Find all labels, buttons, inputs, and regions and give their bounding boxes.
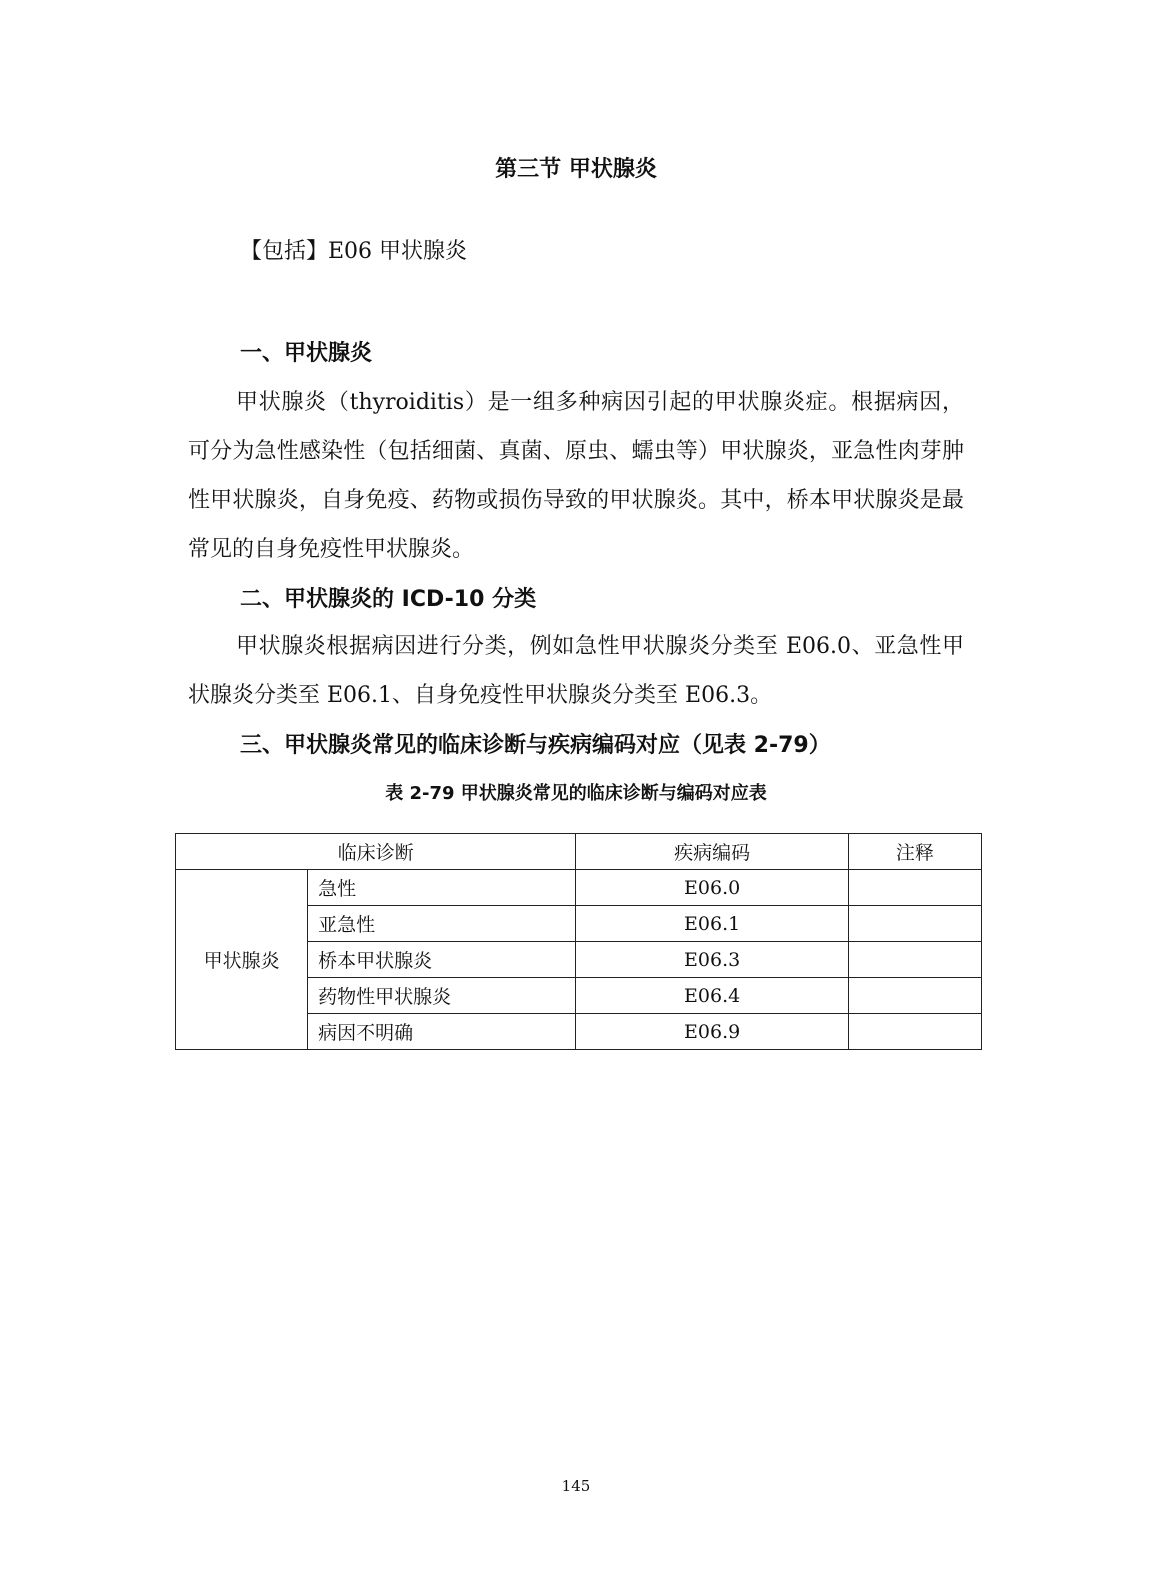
code-cell: E06.4	[576, 978, 848, 1014]
code-cell: E06.3	[576, 942, 848, 978]
heading-diagnosis-code-mapping: 三、甲状腺炎常见的临床诊断与疾病编码对应（见表 2-79）	[240, 733, 831, 758]
section-title: 第三节 甲状腺炎	[495, 157, 657, 182]
note-cell	[848, 978, 981, 1014]
table-header-row	[176, 834, 982, 870]
diagnosis-cell: 药物性甲状腺炎	[308, 978, 576, 1014]
code-cell: E06.9	[576, 1014, 848, 1050]
table-caption: 表 2-79 甲状腺炎常见的临床诊断与编码对应表	[385, 783, 767, 804]
include-line: 【包括】E06 甲状腺炎	[240, 239, 468, 264]
group-label-cell: 甲状腺炎	[176, 870, 308, 1050]
note-cell	[848, 870, 981, 906]
diagnosis-cell: 急性	[308, 870, 576, 906]
note-cell	[848, 1014, 981, 1050]
code-cell: E06.1	[576, 906, 848, 942]
note-cell	[848, 942, 981, 978]
diagnosis-cell: 病因不明确	[308, 1014, 576, 1050]
code-cell: E06.0	[576, 870, 848, 906]
header-notes: 注释	[848, 834, 981, 870]
note-cell	[848, 906, 981, 942]
header-disease-code: 疾病编码	[576, 834, 848, 870]
heading-icd10-classification: 二、甲状腺炎的 ICD-10 分类	[240, 587, 537, 612]
paragraph-definition: 甲状腺炎（thyroiditis）是一组多种病因引起的甲状腺炎症。根据病因，可分为急性感染性（包括细菌、真菌、原虫、蠕虫等）甲状腺炎，亚急性肉芽肿性甲状腺炎，自身免疫、药物或损伤导致的甲状腺炎。其中，桥本甲状腺炎是最常见的自身免疫性甲状腺炎。	[188, 390, 964, 562]
heading-thyroiditis: 一、甲状腺炎	[240, 341, 373, 366]
page-number: 145	[561, 1477, 591, 1495]
diagnosis-cell: 亚急性	[308, 906, 576, 942]
table-row	[176, 870, 982, 906]
diagnosis-cell: 桥本甲状腺炎	[308, 942, 576, 978]
paragraph-classification: 甲状腺炎根据病因进行分类，例如急性甲状腺炎分类至 E06.0、亚急性甲状腺炎分类至 E06.1、自身免疫性甲状腺炎分类至 E06.3。	[188, 634, 964, 708]
diagnosis-code-table	[175, 833, 982, 1050]
header-clinical-diagnosis: 临床诊断	[176, 834, 576, 870]
